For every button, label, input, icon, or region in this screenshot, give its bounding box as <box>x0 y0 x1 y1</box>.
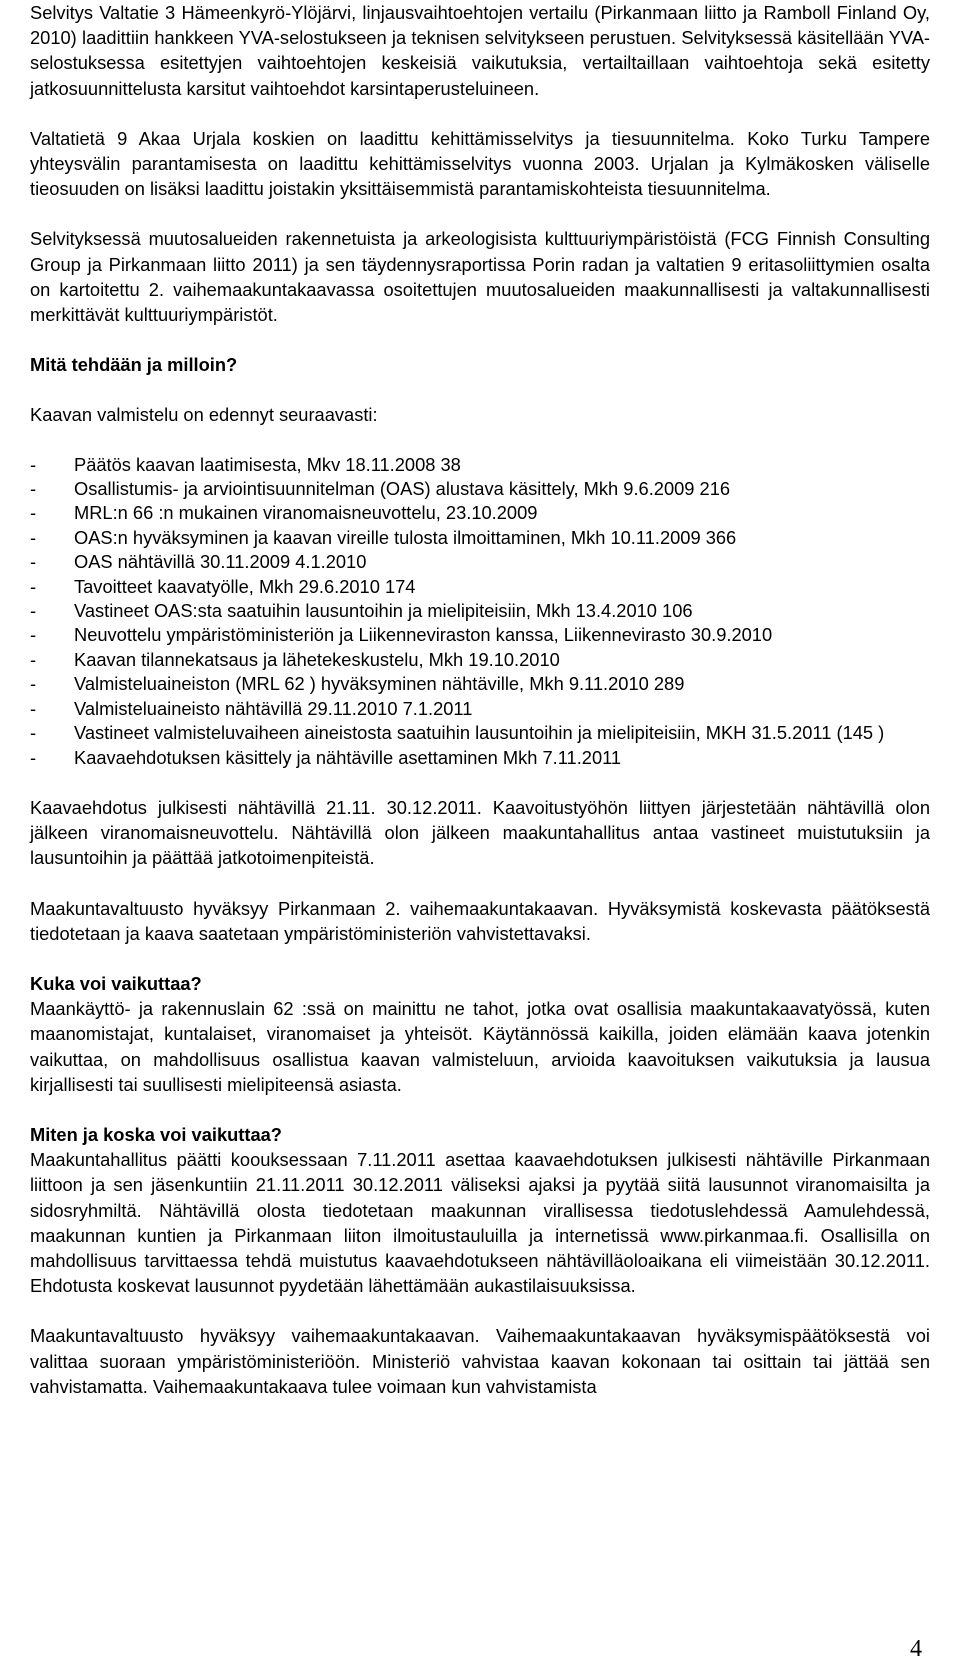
list-item: - MRL:n 66 :n mukainen viranomaisneuvottelu, 23.10.2009 <box>30 501 930 525</box>
dash-bullet: - <box>30 453 37 475</box>
dash-bullet: - <box>30 648 37 670</box>
list-item: - Vastineet valmisteluvaiheen aineistosta saatuihin lausuntoihin ja mielipiteisiin, MKH 31.5.2011 (145 ) <box>30 721 930 745</box>
timeline-list <box>30 453 930 770</box>
dash-bullet: - <box>30 673 37 695</box>
dash-bullet: - <box>30 502 37 524</box>
dash-bullet: - <box>30 551 37 573</box>
list-item: - Tavoitteet kaavatyölle, Mkh 29.6.2010 174 <box>30 575 930 599</box>
list-item: - Valmisteluaineisto nähtävillä 29.11.2010 7.1.2011 <box>30 697 930 721</box>
who-paragraph: Maankäyttö- ja rakennuslain 62 :ssä on mainittu ne tahot, jotka ovat osallisia maakuntakaavatyössä, kuten maanomistajat, kuntalaiset, viranomaiset ja yhteisöt. Käytännössä kaikilla, joiden elämään kaava jotenkin vaikuttaa, on mahdollisuus osallistua kaavan valmisteluun, arvioida kaavoituksen vaikutuksia ja lausua kirjallisesti tai suullisesti mielipiteensä asiasta. <box>30 998 930 1095</box>
heading-who: Kuka voi vaikuttaa? <box>30 972 202 994</box>
intro-paragraph-2: Valtatietä 9 Akaa Urjala koskien on laadittu kehittämisselvitys ja tiesuunnitelma. Koko Turku Tampere yhteysvälin parantamisesta on laadittu kehittämisselvitys vuonna 2003. Urjalan ja Kylmäkosken väliselle tieosuuden on lisäksi laadittu joistakin yksittäisemmistä parantamiskohteista tiesuunnitelma. <box>30 127 930 200</box>
list-item: - Kaavaehdotuksen käsittely ja nähtäville asettaminen Mkh 7.11.2011 <box>30 746 930 770</box>
timeline-after-paragraph-1: Kaavaehdotus julkisesti nähtävillä 21.11. 30.12.2011. Kaavoitustyöhön liittyen järjestetään nähtävillä olon jälkeen viranomaisneuvottelu. Nähtävillä olon jälkeen maakuntahallitus antaa vastineet muistutuksiin ja lausuntoihin ja päättää jatkotoimenpiteistä. <box>30 796 930 869</box>
dash-bullet: - <box>30 722 37 744</box>
list-item: - Osallistumis- ja arviointisuunnitelman (OAS) alustava käsittely, Mkh 9.6.2009 216 <box>30 477 930 501</box>
heading-how: Miten ja koska voi vaikuttaa? <box>30 1123 282 1145</box>
how-paragraph: Maakuntahallitus päätti koouksessaan 7.11.2011 asettaa kaavaehdotuksen julkisesti nähtäville Pirkanmaan liittoon ja sen jäsenkuntiin 21.11.2011 30.12.2011 väliseksi ajaksi ja pyytää siitä lausunnot viranomaisilta ja sidosryhmiltä. Nähtävillä olosta tiedotetaan maakunnan virallisessa tiedotuslehdessä Aamulehdessä, maakunnan kuntien ja Pirkanmaan liiton ilmoitustauluilla ja internetissä www.pirkanmaa.fi. Osallisilla on mahdollisuus tarvittaessa tehdä muistutus kaavaehdotukseen nähtävilläoloaikana eli viimeistään 30.12.2011. Ehdotusta koskevat lausunnot pyydetään lähettämään aukastilaisuuksissa. <box>30 1149 930 1297</box>
intro-paragraph-1: Selvitys Valtatie 3 Hämeenkyrö-Ylöjärvi, linjausvaihtoehtojen vertailu (Pirkanmaan liitto ja Ramboll Finland Oy, 2010) laadittiin hankkeen YVA-selostukseen ja teknisen selvitykseen perustuen. Selvityksessä käsitellään YVA-selostuksessa esitettyjen vaihtoehtojen keskeisiä vaikutuksia, vertailtaillaan vaihtoehtoja sekä esitetty jatkosuunnittelusta karsitut vaihtoehdot karsintaperusteluineen. <box>30 2 930 99</box>
how-paragraph-2: Maakuntavaltuusto hyväksyy vaihemaakuntakaavan. Vaihemaakuntakaavan hyväksymispäätöksestä voi valittaa suoraan ympäristöministeriöön. Ministeriö vahvistaa kaavan kokonaan tai osittain tai jättää sen vahvistamatta. Vaihemaakuntakaava tulee voimaan kun vahvistamista <box>30 1325 930 1397</box>
heading-when: Mitä tehdään ja milloin? <box>30 354 238 376</box>
list-item: - OAS:n hyväksyminen ja kaavan vireille tulosta ilmoittaminen, Mkh 10.11.2009 366 <box>30 526 930 550</box>
timeline-after-paragraph-2: Maakuntavaltuusto hyväksyy Pirkanmaan 2. vaihemaakuntakaavan. Hyväksymistä koskevasta päätöksestä tiedotetaan ja kaava saatetaan ympäristöministeriön vahvistettavaksi. <box>30 897 930 944</box>
page-number: 4 <box>910 1636 922 1662</box>
document-page <box>30 0 930 1399</box>
list-item: - OAS nähtävillä 30.11.2009 4.1.2010 <box>30 550 930 574</box>
list-item: - Kaavan tilannekatsaus ja lähetekeskustelu, Mkh 19.10.2010 <box>30 648 930 672</box>
dash-bullet: - <box>30 600 37 622</box>
dash-bullet: - <box>30 624 37 646</box>
dash-bullet: - <box>30 746 37 768</box>
dash-bullet: - <box>30 526 37 548</box>
list-item: - Neuvottelu ympäristöministeriön ja Liikenneviraston kanssa, Liikennevirasto 30.9.2010 <box>30 623 930 647</box>
list-item: - Päätös kaavan laatimisesta, Mkv 18.11.2008 38 <box>30 453 930 477</box>
list-item: - Vastineet OAS:sta saatuihin lausuntoihin ja mielipiteisiin, Mkh 13.4.2010 106 <box>30 599 930 623</box>
timeline-intro: Kaavan valmistelu on edennyt seuraavasti: <box>30 404 378 426</box>
intro-paragraph-3: Selvityksessä muutosalueiden rakennetuista ja arkeologisista kulttuuriympäristöistä (FCG Finnish Consulting Group ja Pirkanmaan liitto 2011) ja sen täydennysraportissa Porin radan ja valtatien 9 eritasoliittymien osalta on kartoitettu 2. vaihemaakuntakaavassa osoitettujen muutosalueiden maakunnallisesti ja valtakunnallisesti merkittävät kulttuuriympäristöt. <box>30 228 930 326</box>
list-item: - Valmisteluaineiston (MRL 62 ) hyväksyminen nähtäville, Mkh 9.11.2010 289 <box>30 672 930 696</box>
dash-bullet: - <box>30 575 37 597</box>
dash-bullet: - <box>30 697 37 719</box>
dash-bullet: - <box>30 478 37 500</box>
